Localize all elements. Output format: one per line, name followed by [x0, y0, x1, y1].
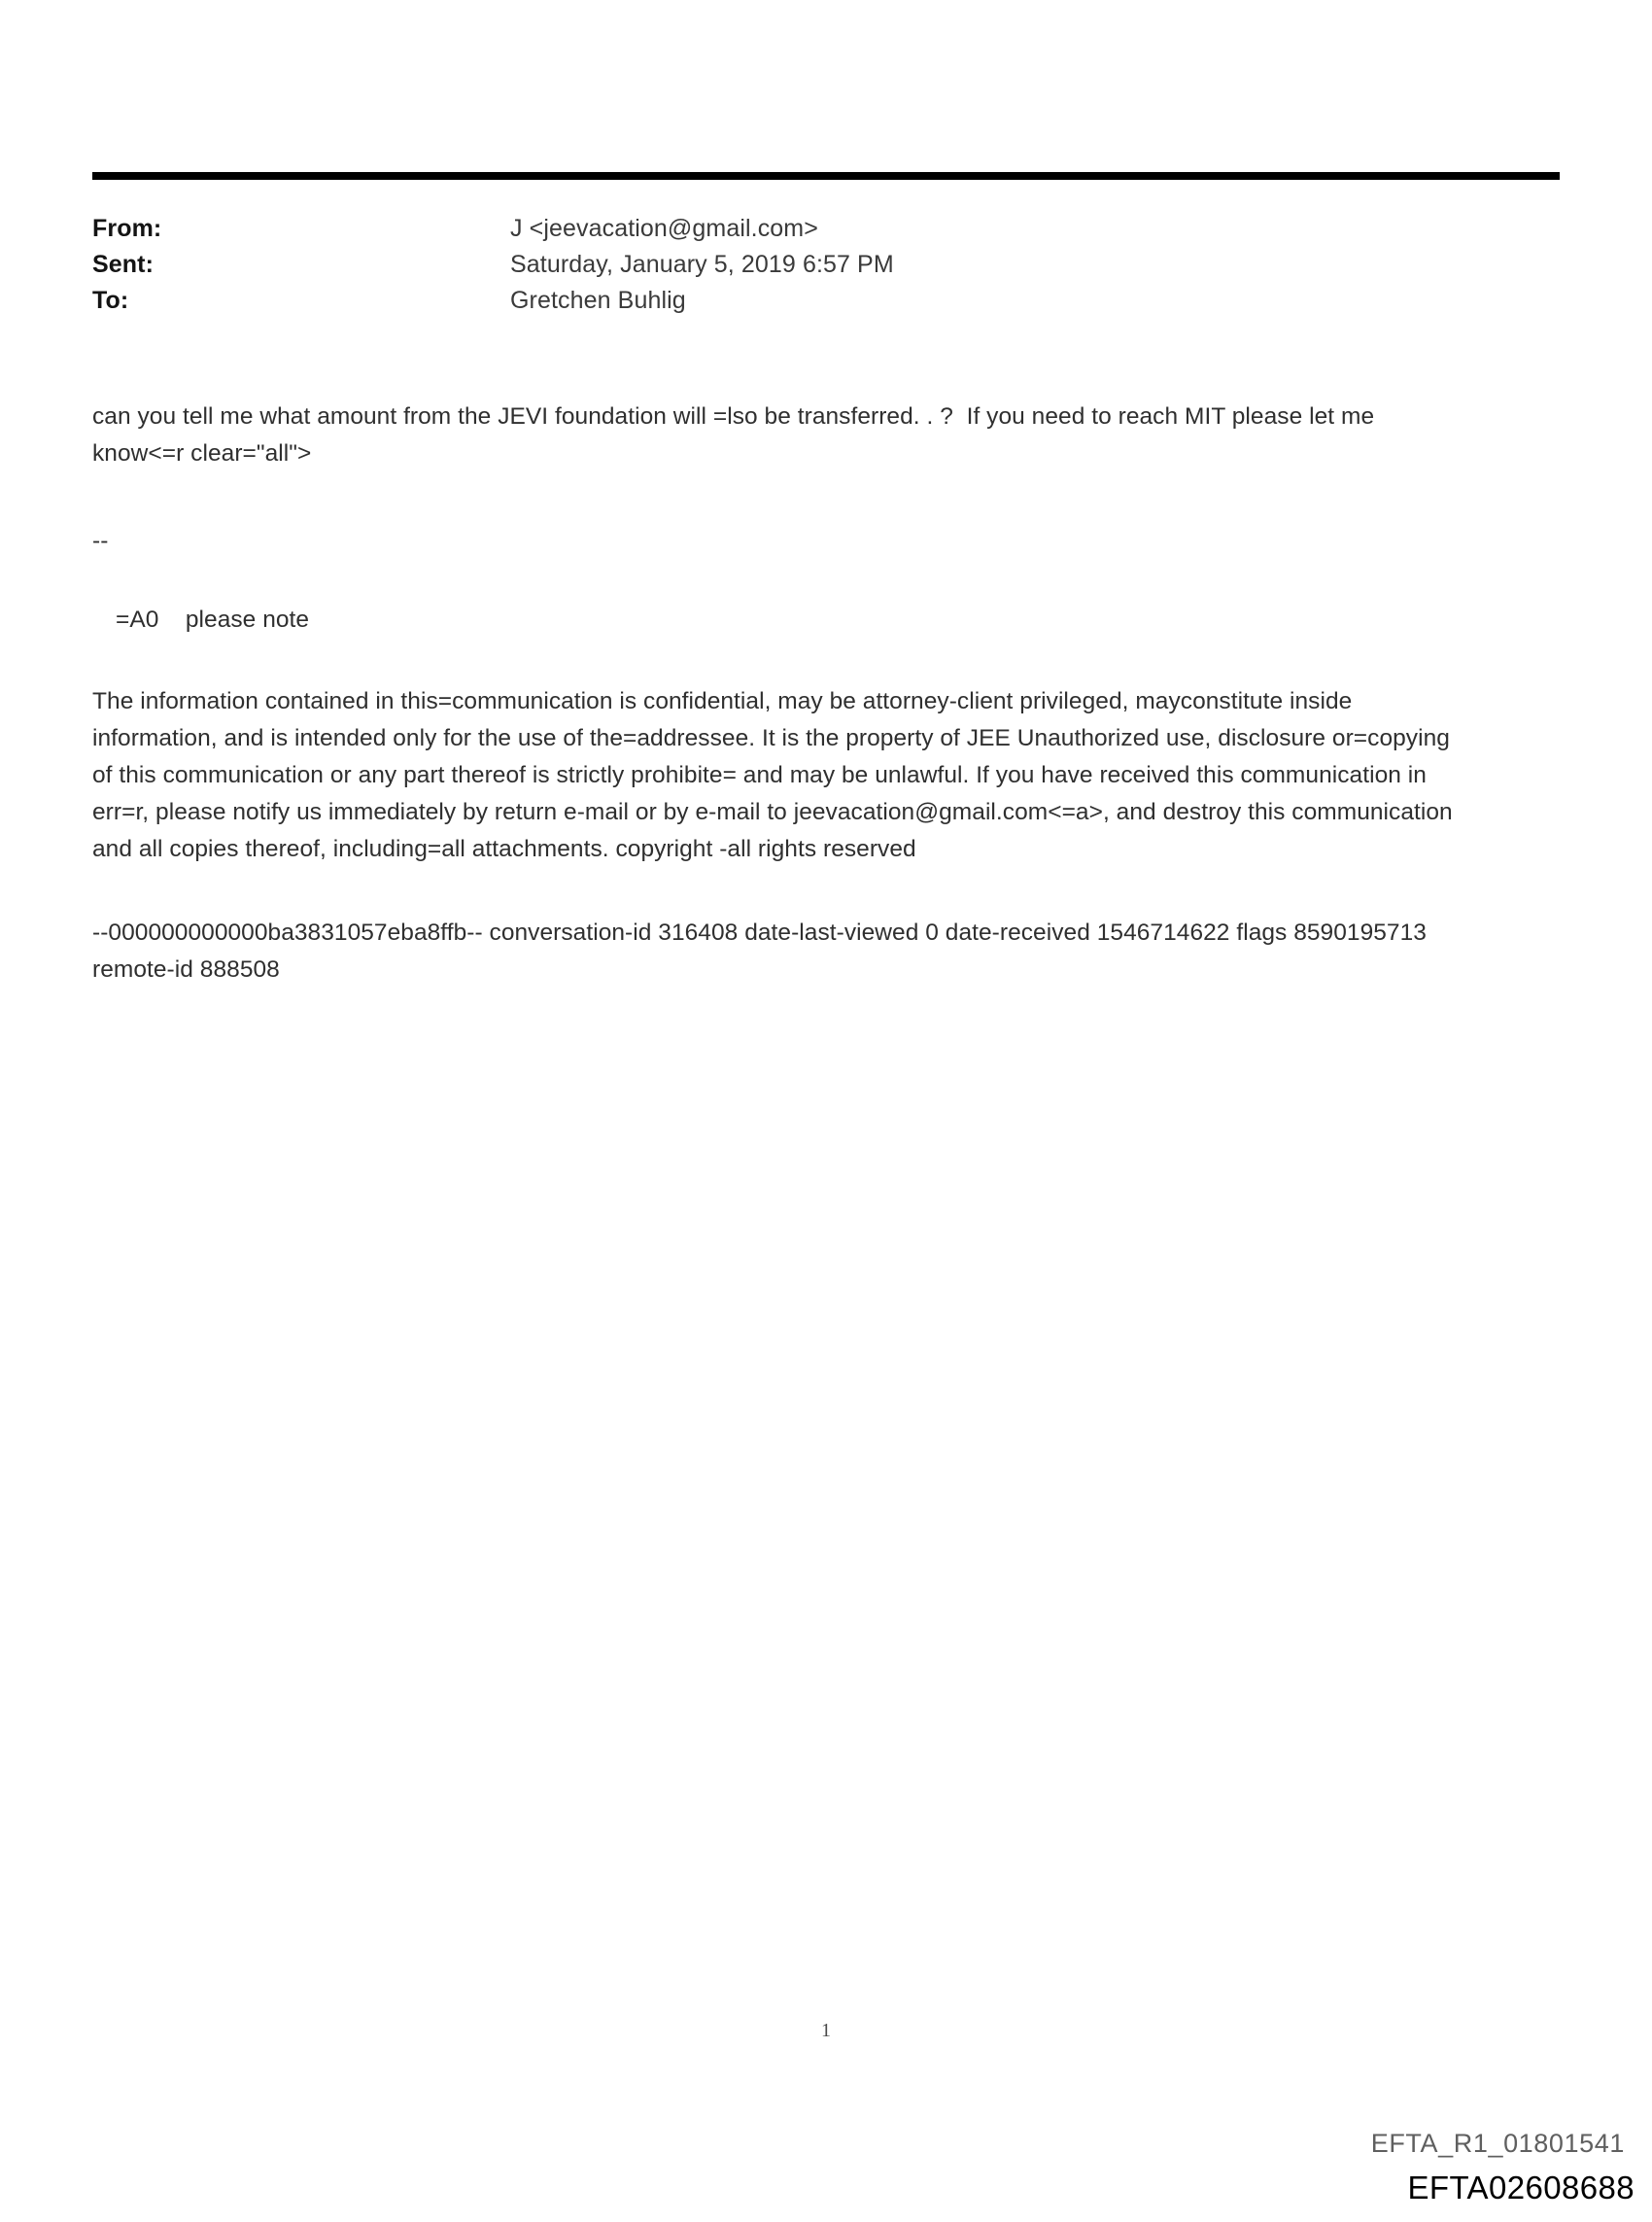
header-value-sent: Saturday, January 5, 2019 6:57 PM: [510, 251, 894, 278]
header-label-to: To:: [92, 287, 129, 314]
bates-stamp-number: EFTA02608688: [1407, 2170, 1635, 2205]
please-note-line: =A0 please note: [116, 607, 310, 633]
header-value-from: J <jeevacation@gmail.com>: [510, 215, 818, 242]
page-number: 1: [821, 2020, 831, 2041]
email-header-block: [92, 212, 1501, 320]
header-label-sent: Sent:: [92, 251, 154, 278]
mime-trailer-metadata: --000000000000ba3831057eba8ffb-- conversation-id 316408 date-last-viewed 0 date-received 1546714622 flags 8590195713 remote-id 888508: [92, 920, 1433, 983]
signature-separator: --: [92, 528, 109, 554]
header-label-from: From:: [92, 215, 162, 242]
bates-stamp-production: EFTA_R1_01801541: [1370, 2129, 1625, 2158]
header-row-to: [92, 284, 1501, 320]
header-value-to: Gretchen Buhlig: [510, 287, 686, 314]
confidentiality-disclaimer: The information contained in this=communication is confidential, may be attorney-client privileged, mayconstitute inside information, and is intended only for the use of the=addressee. It is the property of JEE Unauthorized use, disclosure or=copying of this communication or any part thereof is strictly prohibite= and may be unlawful. If you have received this communication in err=r, please notify us immediately by return e-mail or by e-mail to jeevacation@gmail.com<=a>, and destroy this communication and all copies thereof, including=all attachments. copyright -all rights reserved: [92, 688, 1460, 862]
email-body: [92, 399, 1540, 989]
header-row-from: [92, 212, 1501, 248]
header-row-sent: [92, 248, 1501, 284]
header-rule: [92, 172, 1560, 180]
message-paragraph: can you tell me what amount from the JEVI foundation will =lso be transferred. . ? If you need to reach MIT please let me know<=r clear="all">: [92, 403, 1381, 467]
